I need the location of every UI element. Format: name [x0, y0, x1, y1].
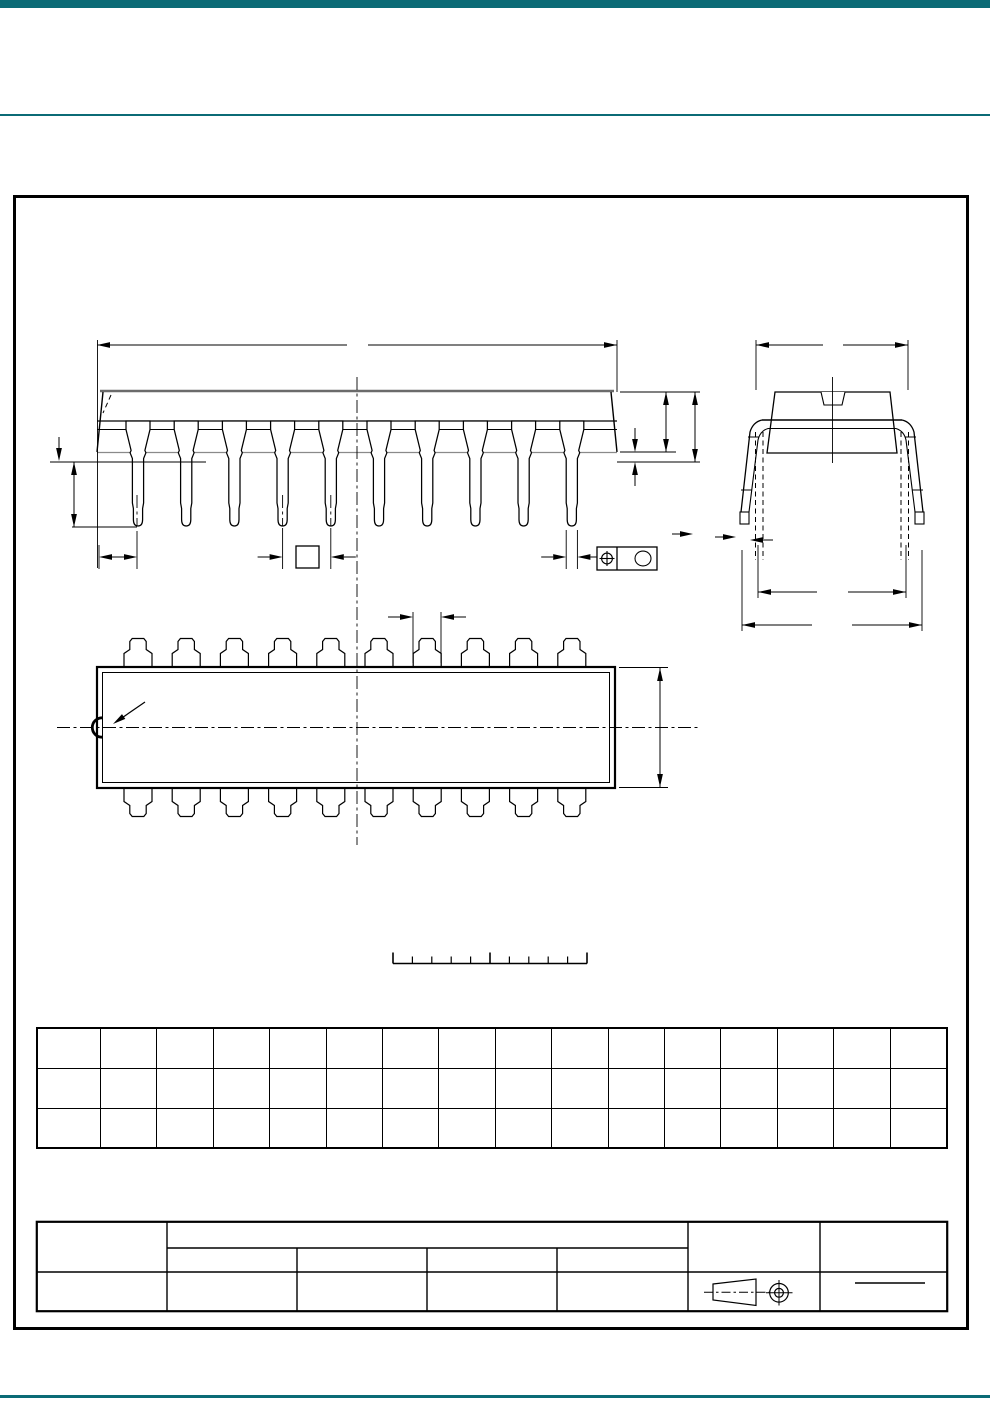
table-cell [438, 1108, 494, 1147]
table-cell [608, 1068, 664, 1107]
title-block [36, 1221, 948, 1312]
scale-bar [393, 953, 587, 964]
table-cell [890, 1068, 946, 1107]
footer-rule [0, 1395, 990, 1398]
table-cell [664, 1029, 720, 1068]
table-cell [326, 1029, 382, 1068]
table-cell [777, 1108, 833, 1147]
table-cell [438, 1068, 494, 1107]
table-cell [890, 1108, 946, 1147]
table-cell [382, 1068, 438, 1107]
table-cell [269, 1108, 325, 1147]
end-view [740, 377, 924, 524]
table-cell [269, 1068, 325, 1107]
basic-dimension-box [296, 546, 319, 568]
table-cell [833, 1029, 889, 1068]
table-cell [38, 1029, 100, 1068]
table-cell [382, 1108, 438, 1147]
table-cell [100, 1068, 156, 1107]
table-cell [833, 1068, 889, 1107]
table-cell [495, 1068, 551, 1107]
table-cell [38, 1068, 100, 1107]
table-cell [156, 1108, 212, 1147]
table-cell [720, 1068, 776, 1107]
front-view-leads [126, 421, 584, 526]
table-cell [100, 1108, 156, 1147]
table-cell [664, 1108, 720, 1147]
table-cell [213, 1029, 269, 1068]
table-cell [269, 1029, 325, 1068]
table-cell [495, 1108, 551, 1147]
table-cell [326, 1068, 382, 1107]
table-cell [833, 1108, 889, 1147]
table-cell [551, 1068, 607, 1107]
table-cell [608, 1108, 664, 1147]
table-cell [326, 1108, 382, 1147]
table-cell [213, 1068, 269, 1107]
table-cell [213, 1108, 269, 1147]
table-cell [551, 1108, 607, 1147]
table-cell [38, 1108, 100, 1147]
table-cell [890, 1029, 946, 1068]
table-cell [777, 1029, 833, 1068]
top-view-body [92, 667, 615, 788]
table-cell [156, 1068, 212, 1107]
table-cell [438, 1029, 494, 1068]
table-cell [551, 1029, 607, 1068]
table-cell [664, 1068, 720, 1107]
table-cell [495, 1029, 551, 1068]
table-cell [720, 1029, 776, 1068]
dimension-table [36, 1027, 948, 1149]
table-cell [608, 1029, 664, 1068]
table-cell [100, 1029, 156, 1068]
table-cell [382, 1029, 438, 1068]
table-cell [720, 1108, 776, 1147]
table-cell [156, 1029, 212, 1068]
table-cell [777, 1068, 833, 1107]
material-condition-icon [635, 551, 651, 566]
tolerance-symbols [296, 546, 657, 570]
